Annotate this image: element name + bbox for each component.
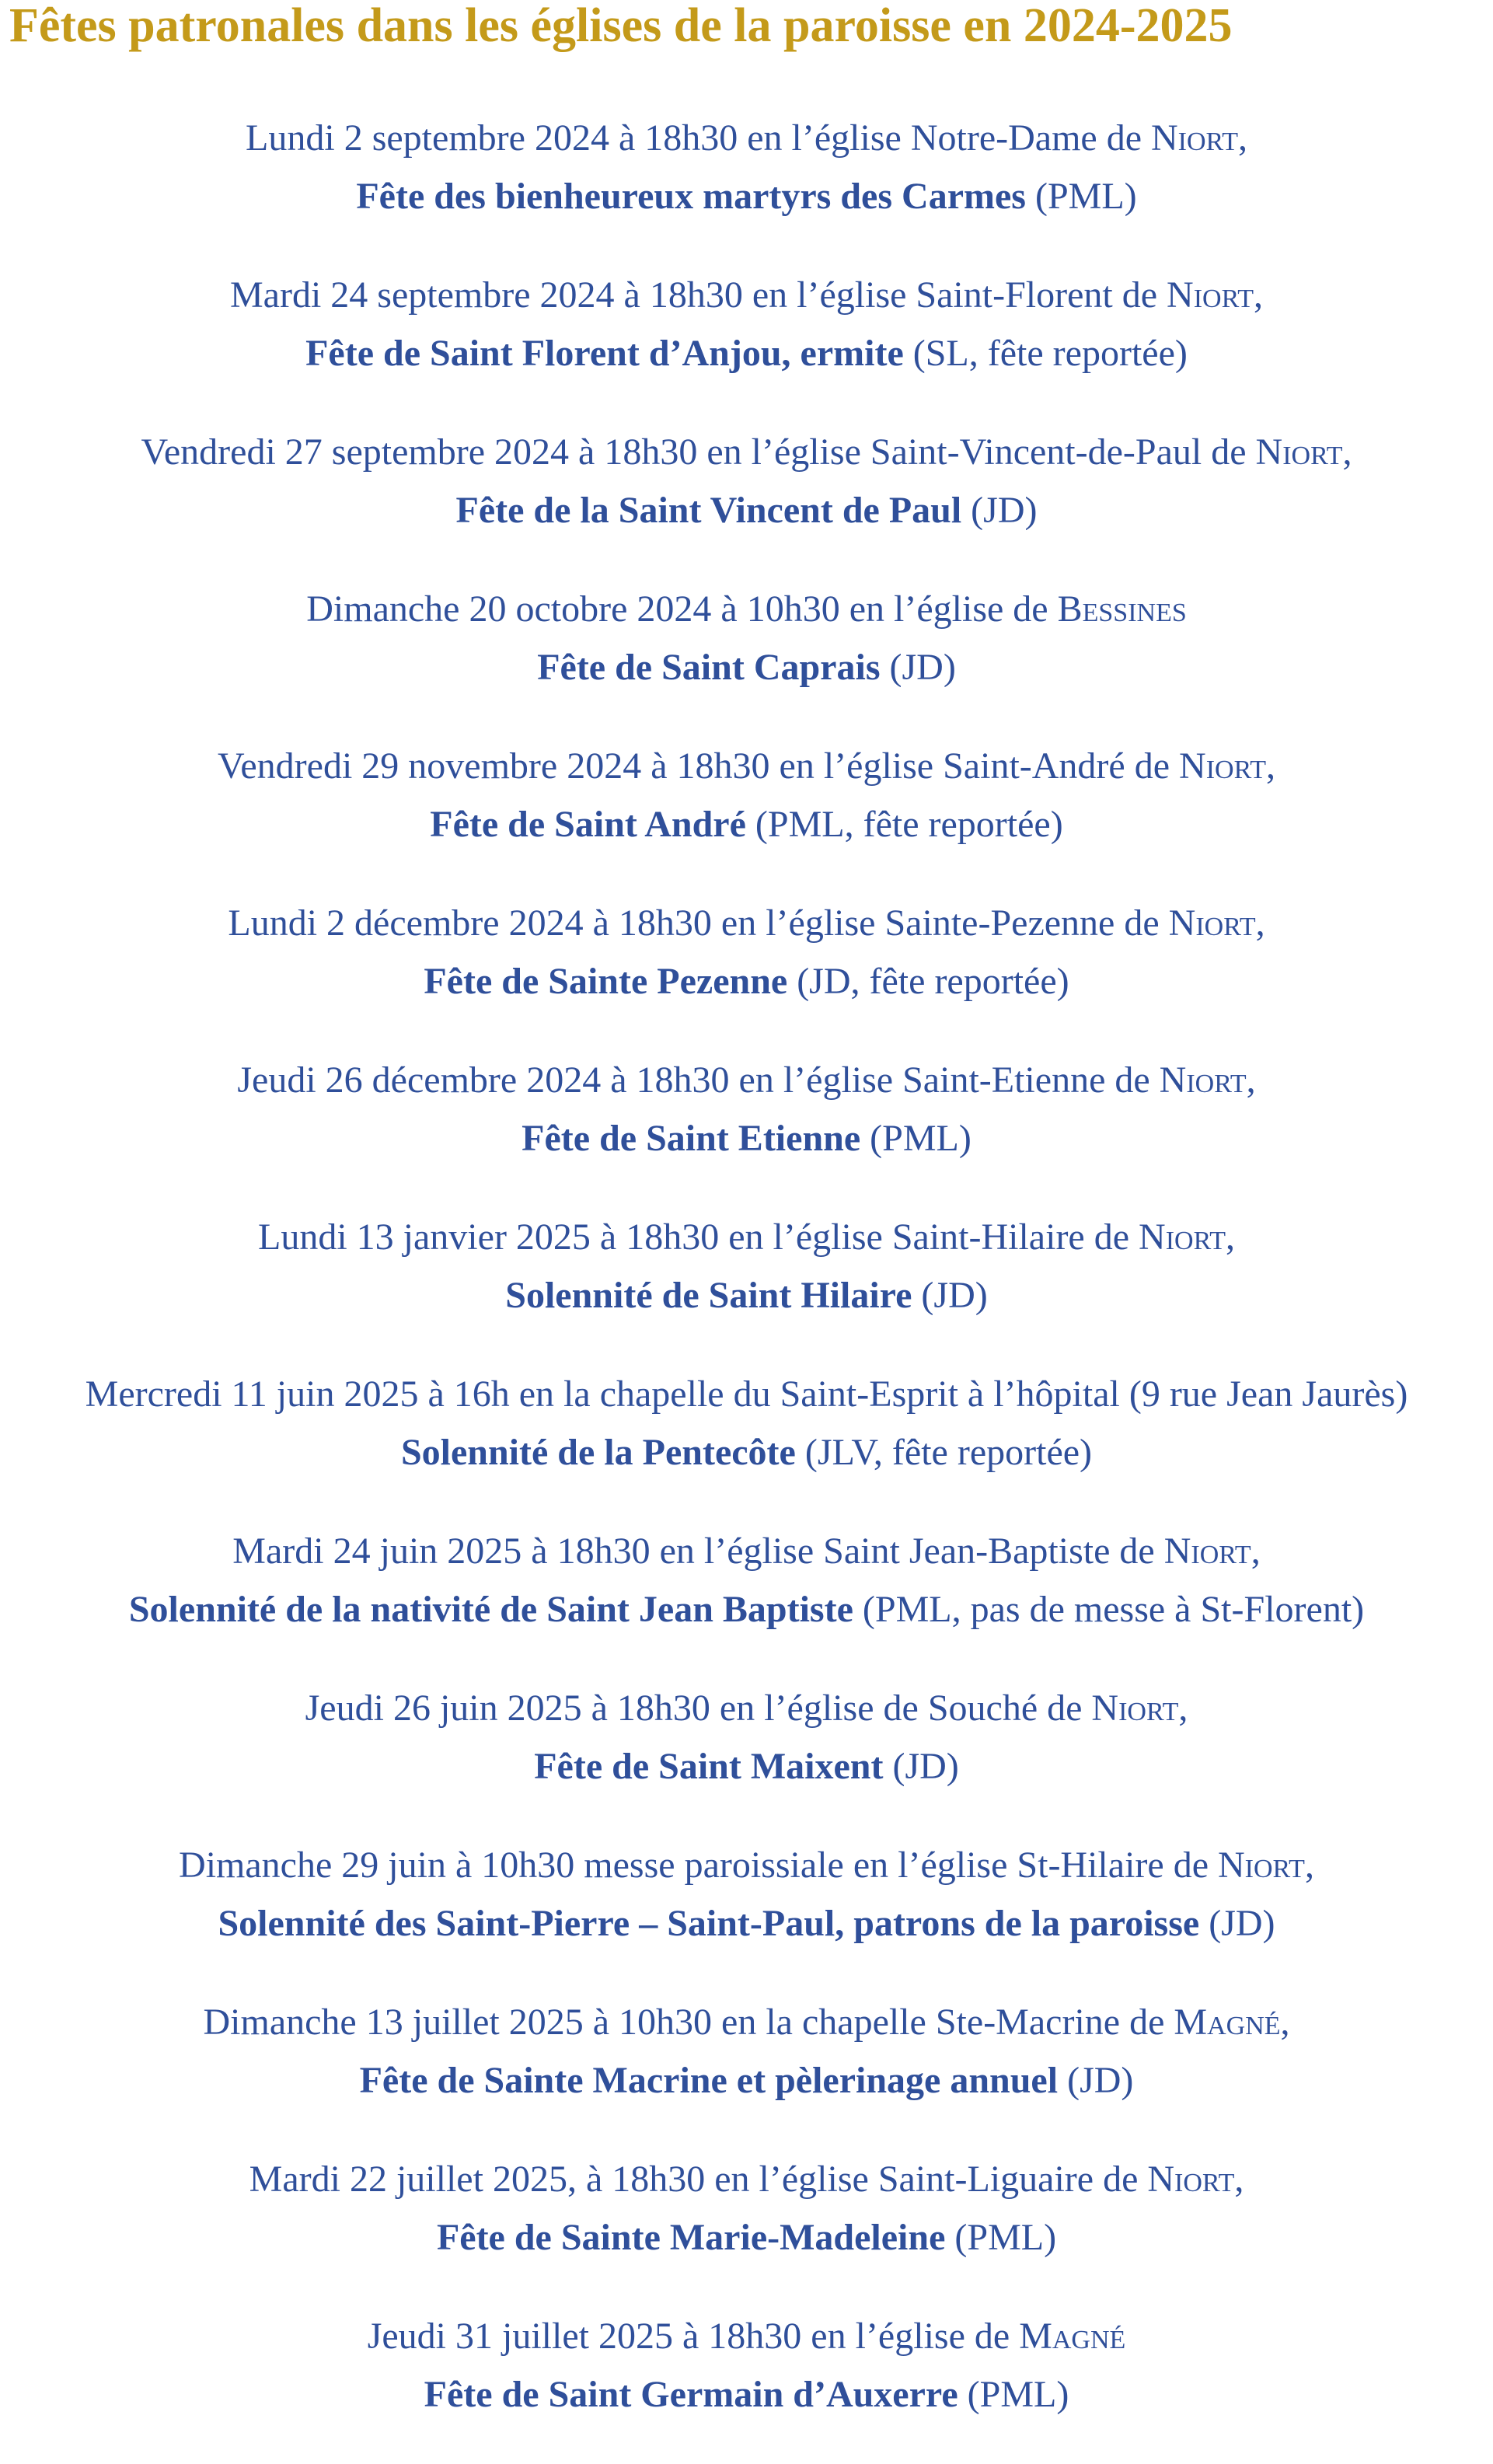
event-feast-line [0,1109,1493,1167]
event-item [0,1051,1493,1208]
event-date-line [0,109,1493,167]
event-place-suffix: , [1280,2002,1290,2043]
event-feast-name: Fête de Sainte Pezenne [424,961,788,1002]
event-note: (PML) [860,1118,971,1159]
event-date-line [0,1208,1493,1266]
event-note: (PML, fête reportée) [745,804,1063,845]
event-date-text: Dimanche 20 octobre 2024 à 10h30 en l’église de [306,588,1058,630]
event-note: (JD) [1058,2060,1134,2101]
event-date-text: Lundi 2 décembre 2024 à 18h30 en l’église Sainte-Pezenne de [228,902,1169,944]
event-note: (JD) [883,1746,959,1787]
event-feast-name: Fête de la Saint Vincent de Paul [455,490,962,531]
event-date-text: Jeudi 26 décembre 2024 à 18h30 en l’église Saint-Etienne de [237,1059,1160,1101]
event-feast-name: Fête de Sainte Marie-Madeleine [436,2217,946,2258]
event-note: (JLV, fête reportée) [795,1432,1093,1473]
event-place-suffix: , [1178,1687,1188,1729]
event-date-text: Lundi 2 septembre 2024 à 18h30 en l’église Notre-Dame de [246,117,1152,159]
event-feast-name: Solennité de la Pentecôte [400,1432,796,1473]
event-item [0,1993,1493,2150]
event-feast-line [0,1737,1493,1796]
event-feast-name: Fête de Saint Maixent [534,1746,884,1787]
event-feast-line [0,952,1493,1010]
event-feast-name: Fête des bienheureux martyrs des Carmes [356,176,1026,217]
event-feast-line [0,324,1493,382]
event-date-text: Lundi 13 janvier 2025 à 18h30 en l’église Saint-Hilaire de [258,1216,1139,1258]
event-feast-line [0,1580,1493,1639]
event-place-suffix: , [1234,2159,1244,2200]
event-date-line [0,1522,1493,1580]
event-note: (JD) [912,1275,988,1316]
event-place: Niort [1159,1059,1247,1101]
event-item [0,2307,1493,2464]
event-item [0,580,1493,737]
event-place-suffix: , [1226,1216,1235,1258]
event-item [0,266,1493,423]
event-item [0,1365,1493,1522]
event-note: (PML) [1025,176,1137,217]
event-note: (PML) [945,2217,1057,2258]
event-date-text: Mardi 24 juin 2025 à 18h30 en l’église Saint Jean-Baptiste de [232,1530,1164,1572]
event-place: Niort [1168,902,1256,944]
event-place: Niort [1163,1530,1251,1572]
event-date-line [0,1679,1493,1737]
event-feast-line [0,1894,1493,1953]
event-place-suffix: , [1251,1530,1261,1572]
event-feast-name: Fête de Sainte Macrine et pèlerinage annuel [359,2060,1059,2101]
event-date-line [0,1365,1493,1423]
event-item [0,1522,1493,1679]
event-place: Niort [1091,1687,1179,1729]
event-place: Magné [1019,2316,1126,2357]
event-note: (SL, fête reportée) [903,333,1188,374]
event-feast-name: Fête de Saint Florent d’Anjou, ermite [305,333,904,374]
event-place: Niort [1147,2159,1235,2200]
event-date-text: Jeudi 31 juillet 2025 à 18h30 en l’église de [367,2316,1020,2357]
event-place: Niort [1255,431,1343,473]
event-place-suffix: , [1304,1845,1314,1886]
event-date-text: Vendredi 27 septembre 2024 à 18h30 en l’église Saint-Vincent-de-Paul de [141,431,1256,473]
event-feast-line [0,1266,1493,1324]
event-feast-name: Solennité des Saint-Pierre – Saint-Paul, patrons de la paroisse [218,1903,1200,1944]
event-feast-name: Solennité de Saint Hilaire [505,1275,912,1316]
event-date-text: Dimanche 13 juillet 2025 à 10h30 en la chapelle Ste-Macrine de [203,2002,1174,2043]
event-note: (JD) [880,647,956,688]
event-place: Niort [1167,274,1254,316]
event-place-suffix: , [1246,1059,1256,1101]
event-date-line [0,1836,1493,1894]
event-item [0,737,1493,894]
events-list [0,109,1493,2464]
event-place: Niort [1151,117,1238,159]
event-date-text: Mardi 24 septembre 2024 à 18h30 en l’église Saint-Florent de [229,274,1167,316]
event-date-line [0,1051,1493,1109]
event-date-line [0,266,1493,324]
event-item [0,1836,1493,1993]
event-feast-line [0,2365,1493,2424]
event-place-suffix: , [1265,745,1275,787]
event-date-line [0,580,1493,638]
event-feast-line [0,638,1493,696]
event-item [0,894,1493,1051]
event-place: Niort [1179,745,1266,787]
event-date-text: Mardi 22 juillet 2025, à 18h30 en l’église Saint-Liguaire de [249,2159,1148,2200]
event-item [0,2150,1493,2307]
event-feast-name: Fête de Saint Etienne [522,1118,861,1159]
event-place-suffix: , [1254,274,1263,316]
event-date-line [0,2150,1493,2208]
event-feast-name: Fête de Saint André [430,804,746,845]
event-date-line [0,1993,1493,2051]
event-date-text: Mercredi 11 juin 2025 à 16h en la chapelle du Saint-Esprit à l’hôpital (9 rue Jean Jaurès) [85,1373,1408,1415]
event-note: (JD, fête reportée) [787,961,1069,1002]
event-item [0,109,1493,266]
event-item [0,1679,1493,1836]
event-place-suffix: , [1342,431,1352,473]
event-feast-line [0,2208,1493,2267]
event-feast-name: Fête de Saint Germain d’Auxerre [424,2374,958,2415]
event-date-line [0,737,1493,795]
event-place-suffix: , [1237,117,1247,159]
event-note: (PML, pas de messe à St-Florent) [853,1589,1365,1630]
event-date-line [0,2307,1493,2365]
page-title: Fêtes patronales dans les églises de la paroisse en 2024-2025 [9,0,1233,52]
event-place: Magné [1174,2002,1281,2043]
event-place: Bessines [1057,588,1187,630]
event-feast-line [0,2051,1493,2110]
event-feast-line [0,481,1493,539]
event-note: (JD) [1199,1903,1275,1944]
event-place-suffix: , [1255,902,1265,944]
event-feast-name: Fête de Saint Caprais [537,647,881,688]
event-date-line [0,423,1493,481]
event-date-line [0,894,1493,952]
event-place: Niort [1218,1845,1305,1886]
event-date-text: Jeudi 26 juin 2025 à 18h30 en l’église de Souché de [305,1687,1092,1729]
event-place: Niort [1139,1216,1226,1258]
event-feast-name: Solennité de la nativité de Saint Jean Baptiste [128,1589,853,1630]
event-note: (PML) [958,2374,1069,2415]
event-date-text: Vendredi 29 novembre 2024 à 18h30 en l’église Saint-André de [218,745,1180,787]
event-date-text: Dimanche 29 juin à 10h30 messe paroissiale en l’église St-Hilaire de [179,1845,1218,1886]
event-item [0,423,1493,580]
event-feast-line [0,167,1493,225]
event-note: (JD) [961,490,1038,531]
event-feast-line [0,795,1493,853]
event-feast-line [0,1423,1493,1482]
event-item [0,1208,1493,1365]
